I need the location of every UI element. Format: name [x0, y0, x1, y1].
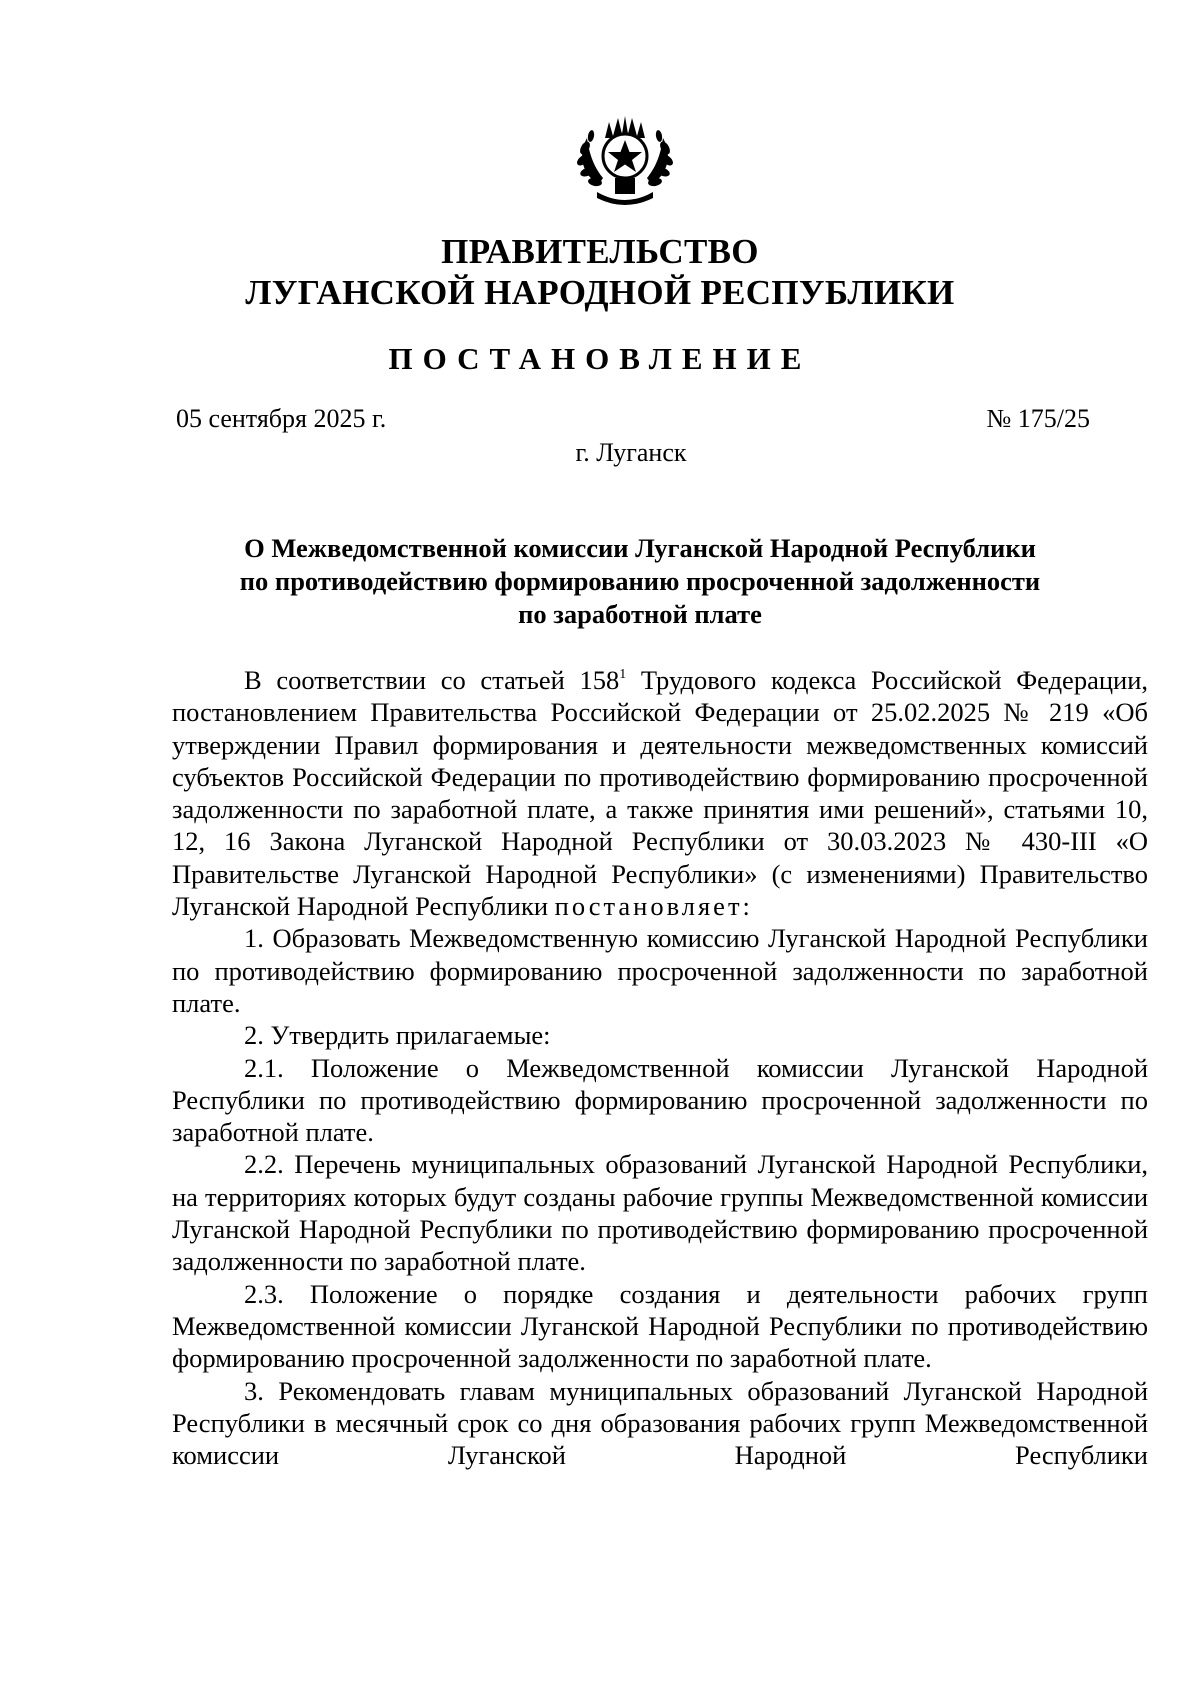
list-item: 2.1. Положение о Межведомственной комиссии Луганской Народной Республики по противодействию формированию просроченной задолженности по заработной плате. [172, 1052, 1148, 1148]
document-date: 05 сентября 2025 г. [176, 404, 387, 433]
preamble-colon: : [742, 891, 750, 922]
document-city: г. Луганск [575, 438, 687, 467]
list-item: 3. Рекомендовать главам муниципальных образований Луганской Народной Республики в месячный срок со дня образования рабочих групп Межведомственной комиссии Луганской Народной Республики [172, 1375, 1148, 1471]
document-body [172, 664, 1148, 1471]
document-title-line: О Межведомственной комиссии Луганской Народной Республики [244, 533, 1036, 563]
document-title [160, 532, 1120, 631]
preamble-decree-word: постановляет [554, 891, 743, 922]
government-title-line1: ПРАВИТЕЛЬСТВО [441, 232, 759, 271]
preamble-text: Трудового кодекса Российской Федерации, постановлением Правительства Российской Федерации от 25.02.2025 № 219 «Об утверждении Правил формирования и деятельности межведомственных комиссий субъектов Российской Федерации по противодействию формированию просроченной задолженности по заработной плате, а также принятия ими решений», статьями 10, 12, 16 Закона Луганской Народной Республики от 30.03.2023 № 430-III «О Правительстве Луганской Народной Республики» (с изменениями) Правительство Луганской Народной Республики [172, 665, 1148, 922]
coat-of-arms-emblem-icon [565, 112, 685, 212]
list-item: 2.3. Положение о порядке создания и деятельности рабочих групп Межведомственной комиссии Луганской Народной Республики по противодействию формированию просроченной задолженности по заработной плате. [172, 1278, 1148, 1374]
document-number: № 175/25 [986, 404, 1090, 433]
preamble-text: В соответствии со статьей 158 [244, 665, 620, 695]
document-title-line: по противодействию формированию просроченной задолженности [239, 566, 1041, 596]
list-item: 1. Образовать Межведомственную комиссию Луганской Народной Республики по противодействию формированию просроченной задолженности по заработной плате. [172, 923, 1148, 1018]
document-title-line: по заработной плате [518, 599, 762, 629]
list-item: 2.2. Перечень муниципальных образований Луганской Народной Республики, на территориях которых будут созданы рабочие группы Межведомственной комиссии Луганской Народной Республики по противодействию формированию просроченной задолженности по заработной плате. [172, 1149, 1148, 1277]
government-title-line2: ЛУГАНСКОЙ НАРОДНОЙ РЕСПУБЛИКИ [245, 273, 955, 312]
preamble-paragraph [172, 664, 1148, 922]
preamble-superscript: 1 [619, 667, 627, 682]
list-item: 2. Утвердить прилагаемые: [244, 1020, 551, 1051]
document-type-heading: ПОСТАНОВЛЕНИЕ [388, 341, 812, 376]
